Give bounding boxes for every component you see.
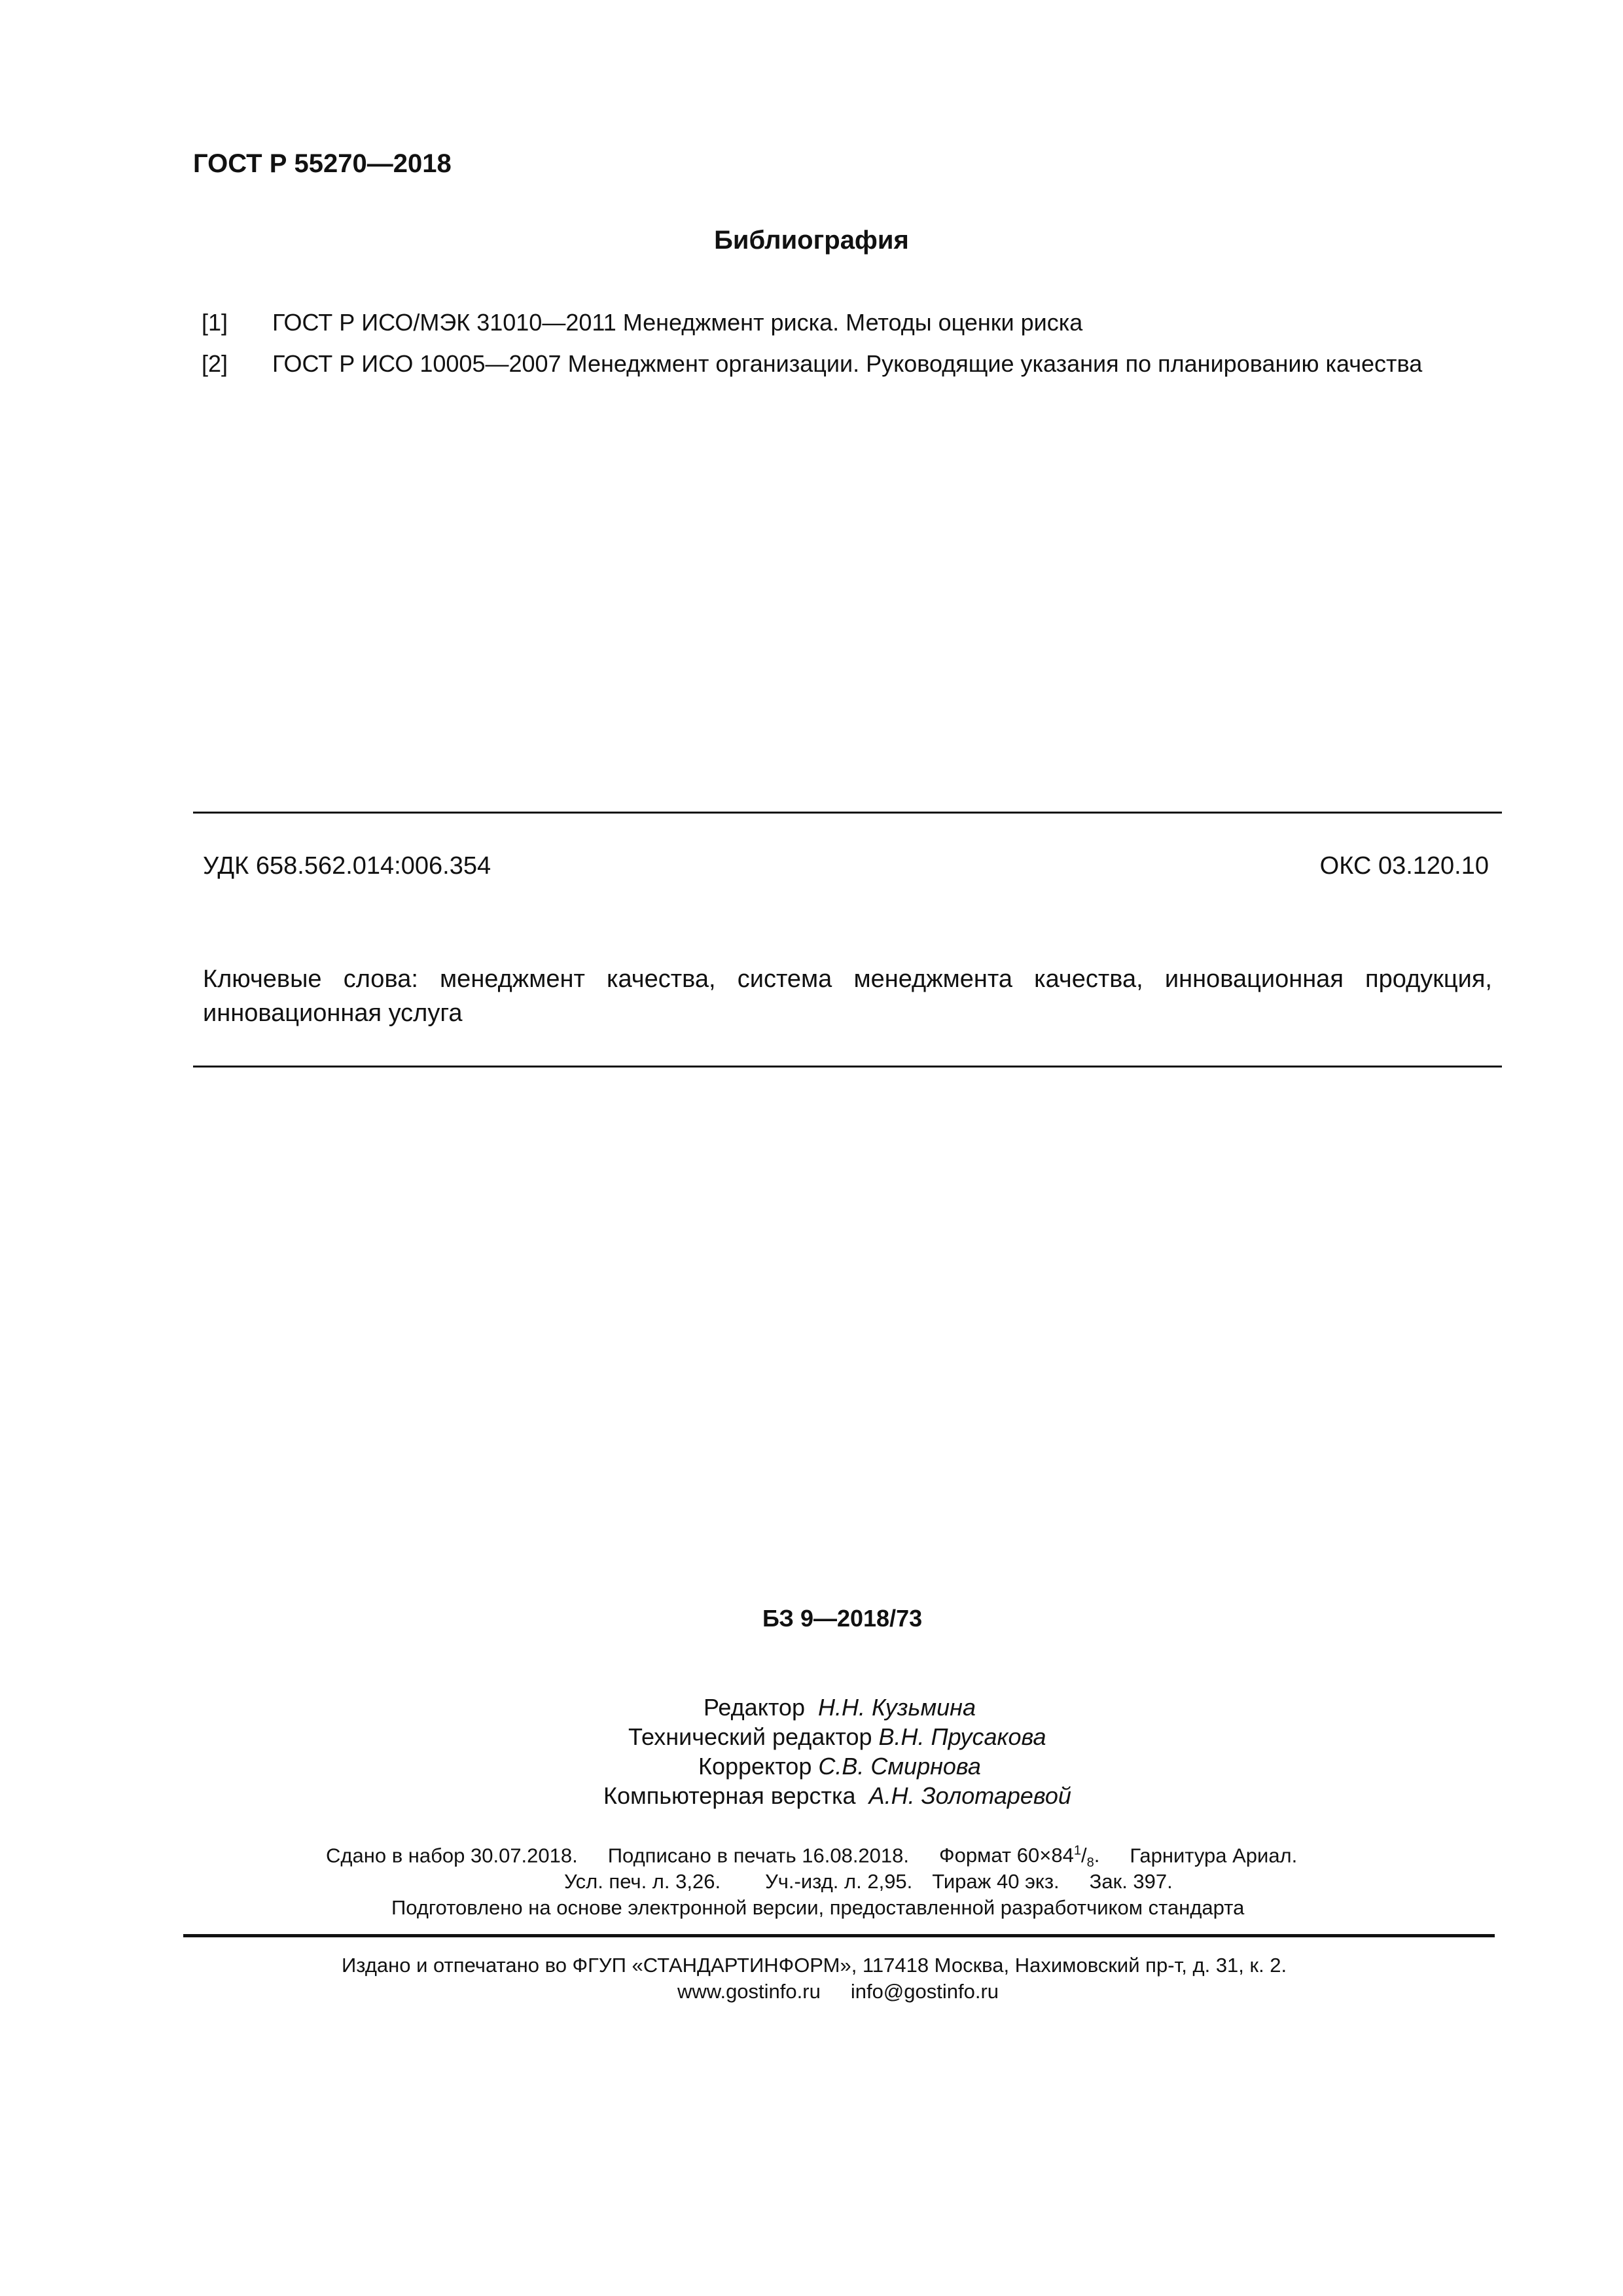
bibliography-item-text: ГОСТ Р ИСО 10005—2007 Менеджмент организации. Руководящие указания по планированию качества bbox=[272, 350, 1423, 377]
typeface: Гарнитура Ариал. bbox=[1130, 1844, 1298, 1867]
udk-code: УДК 658.562.014:006.354 bbox=[203, 852, 491, 880]
staff-role: Технический редактор bbox=[628, 1723, 872, 1750]
prepared-note: Подготовлено на основе электронной версии, предоставленной разработчиком стандарта bbox=[391, 1896, 1245, 1919]
staff-name: Н.Н. Кузьмина bbox=[817, 1694, 976, 1721]
staff-role: Редактор bbox=[704, 1694, 805, 1721]
order-number: Зак. 397. bbox=[1089, 1870, 1173, 1893]
copies: Тираж 40 экз. bbox=[932, 1870, 1060, 1893]
contacts bbox=[677, 1980, 999, 2003]
publication-details-line-2 bbox=[564, 1870, 1173, 1893]
keywords-line-1: Ключевые слова: менеджмент качества, система менеджмента качества, инновационная продукция, bbox=[203, 965, 1492, 993]
bibliography-title: Библиография bbox=[714, 226, 909, 255]
bibliography-item bbox=[202, 309, 1082, 336]
email-link: info@gostinfo.ru bbox=[850, 1980, 999, 2003]
bz-number: БЗ 9—2018/73 bbox=[762, 1605, 923, 1632]
bibliography-item bbox=[202, 350, 1422, 378]
staff-role: Компьютерная верстка bbox=[603, 1782, 856, 1809]
staff-layout bbox=[603, 1782, 1071, 1810]
publisher-info: Издано и отпечатано во ФГУП «СТАНДАРТИНФОРМ», 117418 Москва, Нахимовский пр-т, д. 31, к. 2. bbox=[342, 1954, 1287, 1977]
staff-name: А.Н. Золотаревой bbox=[868, 1782, 1071, 1809]
staff-editor bbox=[704, 1694, 976, 1721]
format: Формат $60\times 84^1/_8$. bbox=[939, 1844, 1100, 1871]
keywords-line-2: инновационная услуга bbox=[203, 999, 463, 1027]
staff-role: Корректор bbox=[698, 1753, 812, 1780]
staff-proofreader bbox=[698, 1753, 981, 1780]
staff-name: В.Н. Прусакова bbox=[878, 1723, 1046, 1750]
edit-sheets: Уч.-изд. л. 2,95. bbox=[765, 1870, 913, 1893]
website-link: www.gostinfo.ru bbox=[677, 1980, 821, 2003]
print-sheets: Усл. печ. л. 3,26. bbox=[564, 1870, 721, 1893]
divider-imprint bbox=[183, 1934, 1495, 1937]
divider-top bbox=[193, 812, 1502, 814]
divider-bottom bbox=[193, 1066, 1502, 1067]
staff-name: С.В. Смирнова bbox=[818, 1753, 981, 1780]
bibliography-item-text: ГОСТ Р ИСО/МЭК 31010—2011 Менеджмент риска. Методы оценки риска bbox=[272, 309, 1083, 336]
keywords bbox=[203, 962, 1492, 1030]
submitted-date: Сдано в набор 30.07.2018. bbox=[326, 1844, 578, 1867]
publication-details-line-1 bbox=[326, 1844, 1297, 1871]
oks-code: ОКС 03.120.10 bbox=[1319, 852, 1489, 880]
document-code: ГОСТ Р 55270—2018 bbox=[193, 149, 452, 178]
staff-technical-editor bbox=[628, 1723, 1046, 1751]
signed-date: Подписано в печать 16.08.2018. bbox=[607, 1844, 910, 1867]
bibliography-item-number: [2] bbox=[202, 350, 228, 377]
bibliography-item-number: [1] bbox=[202, 309, 228, 336]
